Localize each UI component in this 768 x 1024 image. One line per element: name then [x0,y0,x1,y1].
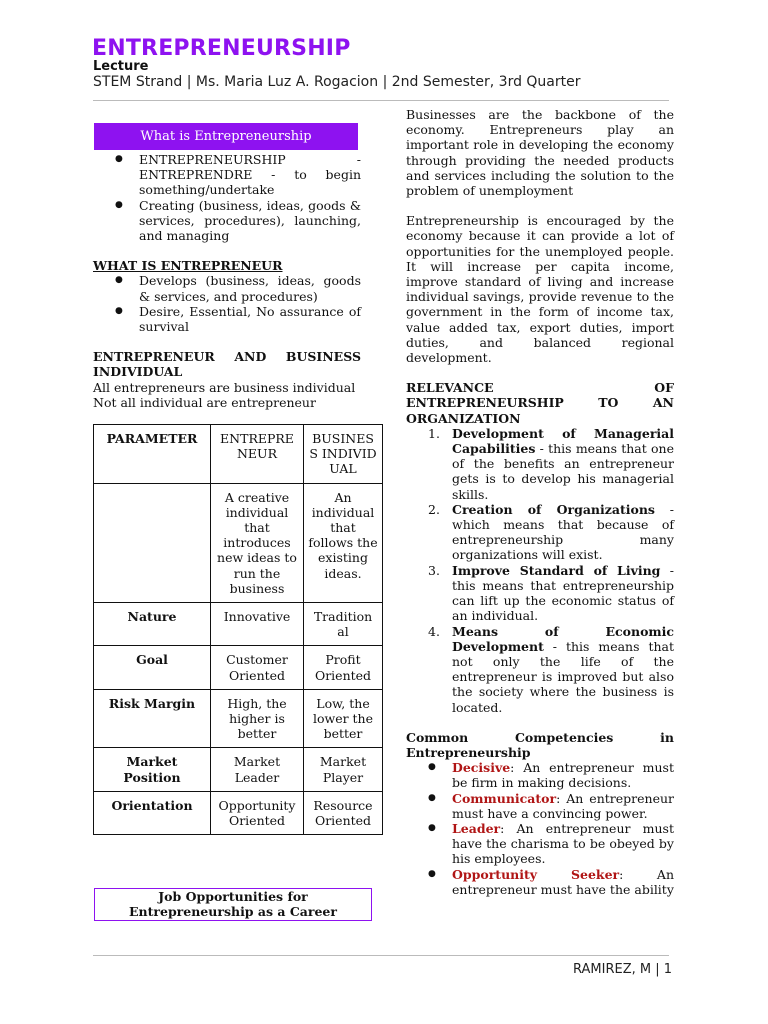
table-row [94,646,383,689]
list-item [452,760,674,790]
table-cell: Low, the lower the better [304,689,383,748]
list-item: ● ENTREPRENEURSHIP - ENTREPRENDRE - to begin something/undertake [139,152,361,198]
document-title: ENTREPRENEURSHIP [92,36,351,61]
heading-entrepreneur-business-individual: ENTREPRENEUR AND BUSINESS INDIVIDUAL [93,349,361,380]
term-text: : An entrepreneur must be firm in making decisions. [452,760,674,791]
paragraph: Entrepreneurship is encouraged by the economy because it can provide a lot of opportunities for the unemployed people. It will increase per capita income, improve standard of living and increase individual savings, provide revenue to the government in the form of income tax, value added tax, export duties, import duties, and balanced regional development. [406,213,674,366]
table-cell: Orientation [94,791,211,834]
list-item [428,623,674,715]
term: Decisive [452,760,511,776]
table-cell: Customer Oriented [211,646,304,689]
list-number: 4. [428,623,440,639]
relevance-list [406,426,674,715]
table-cell: Opportunity Oriented [211,791,304,834]
table-cell: Resource Oriented [304,791,383,834]
header-divider [93,100,669,101]
table-row [94,748,383,791]
table-cell: Tradition al [304,603,383,646]
left-column [93,152,361,410]
table-header: PARAMETER [94,425,211,484]
table-cell: Goal [94,646,211,689]
table-cell: Market Leader [211,748,304,791]
list-item: ● Develops (business, ideas, goods & services, and procedures) [139,273,361,303]
paragraph: Businesses are the backbone of the economy. Entrepreneurs play an important role in developing the economy through providing the needed products and services including the solution to the problem of unemployment [406,107,674,199]
list-number: 3. [428,562,440,578]
text-line: Not all individual are entrepreneur [93,394,316,410]
item-text: - this means that entrepreneurship can lift up the economic status of an individual. [452,562,674,624]
bullet-list-entrepreneurship [93,152,361,243]
item-title: Development of Managerial Capabilities [452,425,674,457]
item-title: Creation of Organizations [452,501,655,517]
table-cell: Nature [94,603,211,646]
list-item: ● Desire, Essential, No assurance of survival [139,304,361,334]
list-number: 2. [428,501,440,517]
list-item [428,501,674,563]
term: Communicator [452,790,557,806]
document-meta: STEM Strand | Ms. Maria Luz A. Rogacion | 2nd Semester, 3rd Quarter [93,74,581,90]
table-cell: Risk Margin [94,689,211,748]
list-item [428,562,674,624]
term-text: : An entrepreneur must have the ability [452,866,674,897]
table-row [94,791,383,834]
table-row [94,483,383,602]
item-title: Means of Economic Development [452,623,674,654]
list-number: 1. [428,425,440,441]
table-row [94,689,383,748]
list-item [428,425,674,502]
section-box-what-is-entrepreneurship: What is Entrepreneurship [94,123,358,150]
item-text: - which means that because of entrepreneurship many organizations will exist. [452,501,674,563]
list-item [452,867,674,897]
heading-competencies: Common Competencies in Entrepreneurship [406,729,674,760]
table-cell: Market Position [94,748,211,791]
term-text: : An entrepreneur must have a convincing power. [452,790,674,821]
term: Leader [452,820,501,836]
comparison-table [93,424,383,835]
text-line: All entrepreneurs are business individual [93,379,356,395]
list-item [452,821,674,867]
table-row [94,603,383,646]
document-subtitle: Lecture [93,59,149,74]
table-cell: Profit Oriented [304,646,383,689]
list-item [452,791,674,821]
term: Opportunity Seeker [452,866,620,882]
table-cell: A creative individual that introduces new ideas to run the business [211,483,304,602]
table-header: ENTREPRE NEUR [211,425,304,484]
item-text: - this means that not only the life of the entrepreneur is improved but also the society where the business is located. [452,638,674,715]
table-cell: An individual that follows the existing ideas. [304,483,383,602]
table-cell: High, the higher is better [211,689,304,748]
table-header: BUSINES S INDIVID UAL [304,425,383,484]
item-text: - this means that one of the benefits an entrepreneur gets is to develop his managerial skills. [452,441,674,502]
bullet-list-entrepreneur [93,273,361,334]
table-cell [94,483,211,602]
footer-page-label: RAMIREZ, M | 1 [573,962,672,977]
section-box-job-opportunities [94,888,372,921]
table-header-row [94,425,383,484]
job-box-label: Job Opportunities for Entrepreneurship as a Career [129,889,337,919]
footer-divider [93,955,669,956]
table-cell: Market Player [304,748,383,791]
heading-what-is-entrepreneur: WHAT IS ENTREPRENEUR [93,258,283,274]
table-cell: Innovative [211,603,304,646]
right-column [406,107,674,897]
heading-relevance: RELEVANCE OF ENTREPRENEURSHIP TO AN ORGANIZATION [406,380,674,426]
competencies-list [406,760,674,897]
term-text: : An entrepreneur must have the charisma to be obeyed by his employees. [452,820,674,867]
list-item: ● Creating (business, ideas, goods & services, procedures), launching, and managing [139,198,361,244]
item-title: Improve Standard of Living [452,562,661,578]
